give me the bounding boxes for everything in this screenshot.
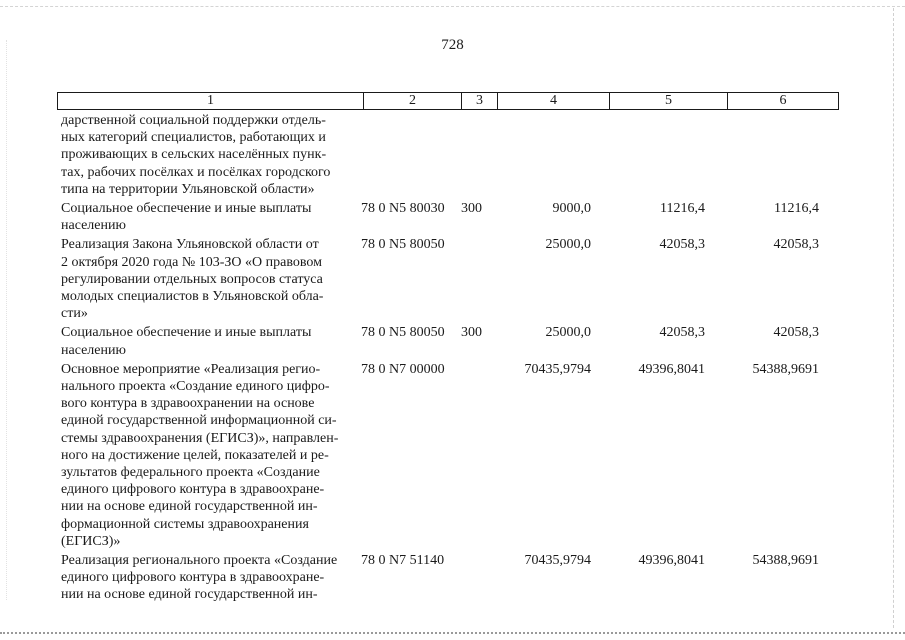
scan-edge-top [0,6,905,7]
amount-column-5: 42058,3 [659,325,705,341]
target-article-code: 78 0 N7 51140 [361,553,445,569]
row-description [57,361,355,550]
description-line: Реализация Закона Ульяновской области от [61,237,319,253]
description-line: (ЕГИСЗ)» [61,533,121,549]
column-header: 3 [461,93,497,109]
amount-column-5: 42058,3 [659,237,705,253]
description-line: Социальное обеспечение и иные выплаты [61,325,312,341]
description-line: молодых специалистов в Ульяновской обла- [61,289,324,305]
description-line: дарственной социальной поддержки отдель- [61,113,326,128]
description-line: типа на территории Ульяновской области» [61,181,315,197]
amount-column-4: 70435,9794 [524,361,591,377]
description-line: ных категорий специалистов, работающих и [61,130,326,146]
scan-edge-left [6,40,7,600]
expense-type-code: 300 [461,325,482,341]
target-article-code: 78 0 N5 80030 [361,201,445,217]
description-line: населению [61,342,126,358]
amount-column-6: 54388,9691 [752,361,819,377]
amount-column-5: 11216,4 [660,201,705,217]
description-line: проживающих в сельских населённых пунк- [61,147,327,163]
amount-column-6: 42058,3 [773,325,819,341]
column-header: 1 [207,93,214,108]
description-line: сти» [61,306,88,322]
amount-column-4: 70435,9794 [524,553,591,569]
description-line: нального проекта «Создание единого цифро- [61,379,330,395]
amount-column-5: 49396,8041 [638,361,705,377]
description-line: Основное мероприятие «Реализация регио- [61,361,321,377]
description-line: Социальное обеспечение и иные выплаты [61,201,312,217]
table-row [57,200,839,234]
amount-column-6: 42058,3 [773,237,819,253]
table-body [57,112,839,604]
scan-edge-right [893,8,894,628]
table-row [57,361,839,550]
description-line: тах, рабочих посёлках и посёлках городского [61,164,331,180]
target-article-code: 78 0 N5 80050 [361,325,445,341]
column-header: 4 [497,93,609,109]
target-article-code: 78 0 N7 00000 [361,361,445,377]
table-row [57,324,839,358]
expense-type-code: 300 [461,201,482,217]
column-header: 5 [609,93,727,109]
description-line: нии на основе единой государственной ин- [61,499,318,515]
row-description [57,112,355,198]
description-line: формационной системы здравоохранения [61,516,309,532]
description-line: единого цифрового контура в здравоохране- [61,482,325,498]
table-header [57,92,839,110]
amount-column-4: 25000,0 [545,237,591,253]
amount-column-4: 9000,0 [552,201,591,217]
column-header: 6 [727,93,838,109]
description-line: единой государственной информационной си- [61,413,337,429]
column-header: 2 [363,93,461,109]
amount-column-5: 49396,8041 [638,553,705,569]
table-row [57,112,839,198]
description-line: 2 октября 2020 года № 103-ЗО «О правовом [61,254,322,270]
description-line: вого контура в здравоохранении на основе [61,396,315,412]
row-description [57,552,355,604]
row-description [57,200,355,234]
amount-column-6: 54388,9691 [752,553,819,569]
description-line: населению [61,218,126,234]
description-line: зультатов федерального проекта «Создание [61,465,320,481]
target-article-code: 78 0 N5 80050 [361,237,445,253]
description-line: ного на достижение целей, показателей и ре- [61,447,329,463]
table-row [57,552,839,604]
description-line: единого цифрового контура в здравоохране- [61,570,325,586]
scan-edge-bottom [0,632,905,634]
amount-column-6: 11216,4 [774,201,819,217]
description-line: стемы здравоохранения (ЕГИСЗ)», направлен- [61,430,339,446]
amount-column-4: 25000,0 [545,325,591,341]
description-line: нии на основе единой государственной ин- [61,587,318,603]
description-line: Реализация регионального проекта «Создание [61,553,338,569]
row-description [57,236,355,322]
description-line: регулировании отдельных вопросов статуса [61,271,323,287]
row-description [57,324,355,358]
page-number: 728 [441,37,464,53]
table-row [57,236,839,322]
